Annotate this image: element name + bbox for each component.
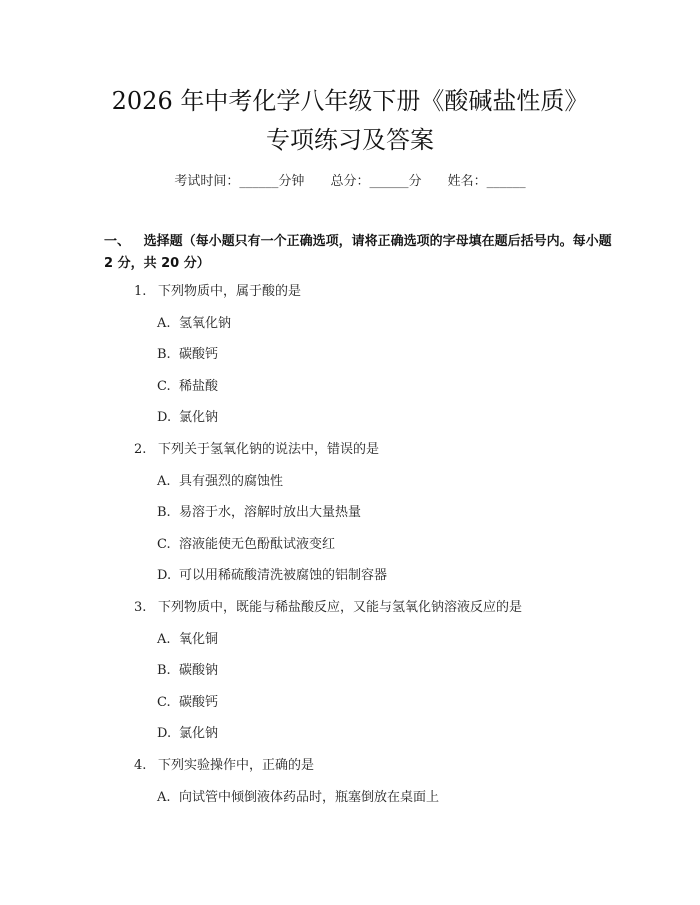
- question-text: 下列关于氢氧化钠的说法中，错误的是: [158, 442, 380, 457]
- total-score-field: 总分：______分: [330, 174, 422, 189]
- question-number: 3.: [134, 600, 147, 615]
- option-text: 氯化钠: [179, 410, 219, 425]
- option-text: 碳酸钙: [179, 695, 219, 710]
- option-text: 易溶于水，溶解时放出大量热量: [179, 505, 362, 520]
- question-4-option-a: [157, 789, 439, 807]
- option-letter: A.: [157, 316, 171, 331]
- option-text: 稀盐酸: [179, 379, 219, 394]
- question-3-option-c: [157, 694, 218, 712]
- question-1-option-d: [157, 409, 218, 427]
- option-text: 向试管中倾倒液体药品时，瓶塞倒放在桌面上: [179, 790, 440, 805]
- option-letter: D.: [157, 410, 172, 425]
- question-number: 2.: [134, 442, 147, 457]
- option-letter: C.: [157, 537, 171, 552]
- option-letter: D.: [157, 726, 172, 741]
- option-text: 碳酸钙: [179, 347, 219, 362]
- exam-time-field: 考试时间：______分钟: [174, 174, 305, 189]
- section-number: 一、: [104, 234, 131, 249]
- option-letter: B.: [157, 663, 171, 678]
- option-text: 碳酸钠: [179, 663, 219, 678]
- document-title-line-2: 专项练习及答案: [266, 126, 434, 154]
- question-text: 下列物质中，既能与稀盐酸反应，又能与氢氧化钠溶液反应的是: [158, 600, 523, 615]
- question-number: 4.: [134, 758, 147, 773]
- document-title-line-1: 2026 年中考化学八年级下册《酸碱盐性质》: [111, 87, 589, 115]
- section-title: 选择题（每小题只有一个正确选项，请将正确选项的字母填在题后括号内。每小题 2 分，共 20 分）: [104, 234, 612, 271]
- question-text: 下列物质中，属于酸的是: [158, 284, 302, 299]
- option-text: 可以用稀硫酸清洗被腐蚀的铝制容器: [179, 568, 388, 583]
- option-text: 氢氧化钠: [179, 316, 232, 331]
- question-1-option-c: [157, 378, 218, 396]
- question-2: [134, 441, 379, 459]
- option-letter: A.: [157, 474, 171, 489]
- option-text: 氯化钠: [179, 726, 219, 741]
- question-3-option-d: [157, 725, 218, 743]
- question-2-option-c: [157, 536, 335, 554]
- option-letter: C.: [157, 379, 171, 394]
- question-1-option-b: [157, 346, 218, 364]
- option-letter: B.: [157, 505, 171, 520]
- question-1: [134, 283, 301, 301]
- option-text: 具有强烈的腐蚀性: [179, 474, 284, 489]
- question-2-option-b: [157, 504, 361, 522]
- question-3-option-a: [157, 631, 218, 649]
- question-2-option-d: [157, 567, 387, 585]
- option-letter: C.: [157, 695, 171, 710]
- question-1-option-a: [157, 315, 231, 333]
- option-letter: A.: [157, 790, 171, 805]
- question-text: 下列实验操作中，正确的是: [158, 758, 315, 773]
- question-2-option-a: [157, 473, 283, 491]
- question-4: [134, 757, 314, 775]
- option-letter: A.: [157, 632, 171, 647]
- section-heading: [104, 231, 624, 275]
- question-number: 1.: [134, 284, 147, 299]
- question-3: [134, 599, 522, 617]
- exam-info-row: [0, 170, 700, 189]
- option-text: 氧化铜: [179, 632, 219, 647]
- student-name-field: 姓名：______: [447, 174, 526, 189]
- option-text: 溶液能使无色酚酞试液变红: [179, 537, 336, 552]
- option-letter: D.: [157, 568, 172, 583]
- option-letter: B.: [157, 347, 171, 362]
- question-3-option-b: [157, 662, 218, 680]
